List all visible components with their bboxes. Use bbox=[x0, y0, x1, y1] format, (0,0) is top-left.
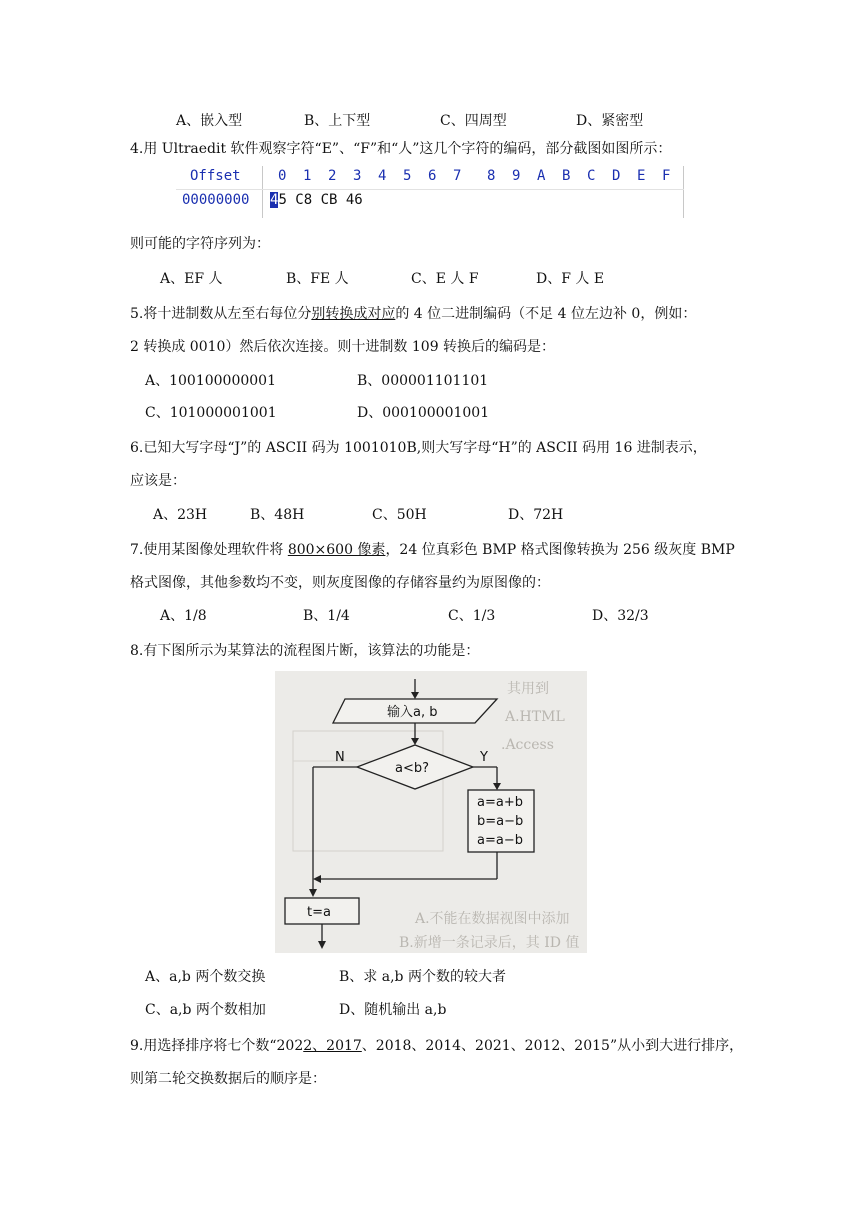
svg-text:A.HTML: A.HTML bbox=[505, 709, 565, 725]
flow-step-1: a=a+b bbox=[477, 795, 523, 810]
q7-stem-underlined: 800×600 像素 bbox=[287, 542, 386, 558]
q5-option-b: B、000001101101 bbox=[357, 373, 489, 389]
q8-option-a: A、a,b 两个数交换 bbox=[145, 969, 266, 985]
hex-divider bbox=[262, 166, 263, 218]
q7-option-b: B、1/4 bbox=[303, 608, 350, 624]
q9-stem-post: 、2018、2014、2021、2012、2015”从小到大进行排序， bbox=[361, 1038, 744, 1054]
q8-option-d: D、随机输出 a,b bbox=[339, 1002, 447, 1018]
q5-stem-pre: 5.将十进制数从左至右每位分 bbox=[130, 306, 312, 322]
flow-step-3: a=a−b bbox=[477, 833, 523, 848]
q9-stem-pre: 9.用选择排序将七个数“202 bbox=[130, 1038, 304, 1054]
hex-col-3: 3 bbox=[353, 168, 362, 184]
flowchart-photo bbox=[275, 671, 587, 953]
flow-no-label: N bbox=[335, 750, 345, 765]
q6-option-a: A、23H bbox=[153, 507, 208, 523]
flowchart-svg bbox=[275, 671, 587, 953]
hex-col-f: F bbox=[662, 168, 671, 184]
hex-bytes bbox=[270, 192, 363, 208]
flow-decision-label: a<b? bbox=[395, 761, 430, 776]
q5-stem-line1 bbox=[130, 304, 696, 324]
hex-col-e: E bbox=[637, 168, 646, 184]
hex-right-edge bbox=[683, 166, 684, 218]
q4-option-d: D、F 人 E bbox=[536, 271, 605, 287]
hex-bytes-rest: 5 C8 CB 46 bbox=[278, 192, 363, 208]
q8-stem: 8.有下图所示为某算法的流程图片断，该算法的功能是： bbox=[130, 643, 480, 659]
q7-stem-post: ，24 位真彩色 BMP 格式图像转换为 256 级灰度 BMP bbox=[385, 542, 735, 558]
q5-option-a: A、100100000001 bbox=[145, 373, 276, 389]
q9-stem-line1 bbox=[130, 1036, 743, 1056]
q5-stem-post: 的 4 位二进制编码（不足 4 位左边补 0，例如： bbox=[395, 306, 697, 322]
q7-option-d: D、32/3 bbox=[592, 608, 649, 624]
svg-text:A.不能在数据视图中添加: A.不能在数据视图中添加 bbox=[415, 911, 570, 927]
hex-col-a: A bbox=[537, 168, 546, 184]
hex-header-rule bbox=[176, 189, 684, 190]
q3-option-a: A、嵌入型 bbox=[176, 113, 243, 129]
hex-col-b: B bbox=[562, 168, 571, 184]
q6-option-d: D、72H bbox=[508, 507, 564, 523]
hex-col-c: C bbox=[587, 168, 596, 184]
q8-option-b: B、求 a,b 两个数的较大者 bbox=[339, 969, 506, 985]
q6-stem-line2: 应该是： bbox=[130, 473, 186, 489]
hex-col-d: D bbox=[612, 168, 621, 184]
q9-stem-underlined: 2、2017 bbox=[303, 1038, 362, 1054]
hex-cursor: 4 bbox=[270, 192, 279, 208]
q3-option-b: B、上下型 bbox=[304, 113, 371, 129]
q4-followup: 则可能的字符序列为： bbox=[130, 236, 270, 252]
q7-stem-line2: 格式图像，其他参数均不变，则灰度图像的存储容量约为原图像的： bbox=[130, 575, 550, 591]
q3-option-d: D、紧密型 bbox=[576, 113, 644, 129]
hex-col-0: 0 bbox=[278, 168, 287, 184]
svg-text:.Access: .Access bbox=[501, 737, 554, 753]
q4-option-a: A、EF 人 bbox=[160, 271, 223, 287]
hex-col-9: 9 bbox=[512, 168, 521, 184]
q9-stem-line2: 则第二轮交换数据后的顺序是： bbox=[130, 1071, 326, 1087]
q6-option-b: B、48H bbox=[250, 507, 305, 523]
hex-col-2: 2 bbox=[328, 168, 337, 184]
q3-option-c: C、四周型 bbox=[440, 113, 507, 129]
flow-step-2: b=a−b bbox=[477, 814, 524, 829]
q5-option-c: C、101000001001 bbox=[145, 405, 277, 421]
q6-option-c: C、50H bbox=[372, 507, 427, 523]
hex-col-5: 5 bbox=[403, 168, 412, 184]
hex-col-4: 4 bbox=[378, 168, 387, 184]
q7-option-a: A、1/8 bbox=[160, 608, 207, 624]
hex-col-1: 1 bbox=[303, 168, 312, 184]
hex-viewer-screenshot bbox=[176, 166, 684, 218]
q8-option-c: C、a,b 两个数相加 bbox=[145, 1002, 266, 1018]
flow-input-label: 输入a, b bbox=[387, 705, 438, 720]
hex-col-6: 6 bbox=[428, 168, 437, 184]
q5-option-d: D、000100001001 bbox=[357, 405, 490, 421]
q7-stem-pre: 7.使用某图像处理软件将 bbox=[130, 542, 288, 558]
q4-option-c: C、E 人 F bbox=[411, 271, 479, 287]
q4-stem: 4.用 Ultraedit 软件观察字符“E”、“F”和“人”这几个字符的编码，部分截图如图所示： bbox=[130, 141, 672, 157]
q7-stem-line1 bbox=[130, 540, 735, 560]
q6-stem-line1: 6.已知大写字母“J”的 ASCII 码为 1001010B,则大写字母“H”的 ASCII 码用 16 进制表示， bbox=[130, 440, 707, 456]
hex-col-7: 7 bbox=[453, 168, 462, 184]
hex-offset-label: Offset bbox=[190, 168, 241, 184]
svg-text:B.新增一条记录后，其 ID 值: B.新增一条记录后，其 ID 值 bbox=[399, 935, 580, 951]
hex-address: 00000000 bbox=[182, 192, 250, 208]
q4-option-b: B、FE 人 bbox=[286, 271, 349, 287]
q7-option-c: C、1/3 bbox=[448, 608, 496, 624]
svg-text:其用到: 其用到 bbox=[507, 681, 549, 697]
flow-output-label: t=a bbox=[307, 905, 331, 920]
q5-stem-line2: 2 转换成 0010）然后依次连接。则十进制数 109 转换后的编码是： bbox=[130, 339, 556, 355]
hex-col-8: 8 bbox=[487, 168, 496, 184]
q5-stem-underlined: 别转换成对应 bbox=[311, 306, 396, 322]
flow-yes-label: Y bbox=[480, 750, 488, 765]
